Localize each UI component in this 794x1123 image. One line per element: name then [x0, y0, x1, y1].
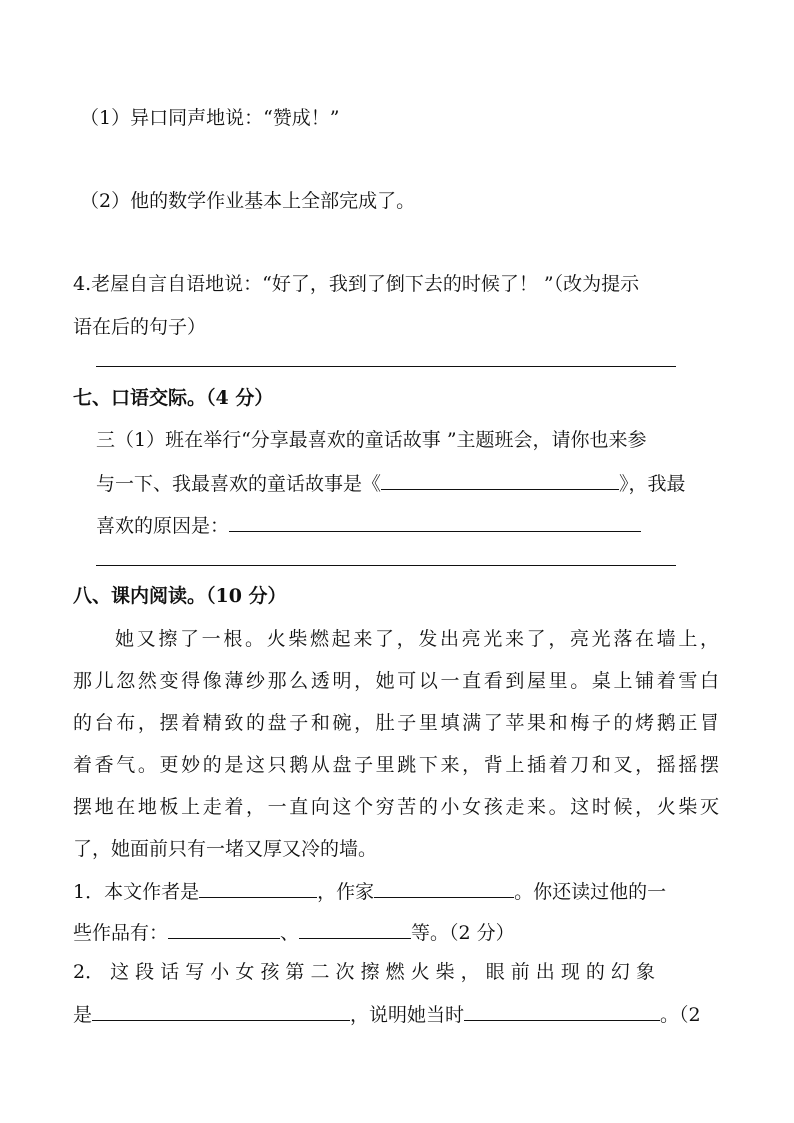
- q2-text-a: 是: [73, 1004, 93, 1026]
- q4-answer-line[interactable]: [96, 366, 676, 367]
- section7-text-2: [96, 469, 686, 497]
- section7-heading: 七、口语交际。（4 分）: [73, 387, 274, 409]
- q4-prompt-cont: 语在后的句子）: [73, 316, 207, 338]
- section7-answer-line[interactable]: [96, 565, 676, 566]
- passage-line: 的台布，摆着精致的盘子和碗，肚子里填满了苹果和梅子的烤鹅正冒: [73, 712, 719, 734]
- q1-line-1: [73, 877, 666, 905]
- passage-line: 着香气。更妙的是这只鹅从盘子里跳下来，背上插着刀和叉，摇摇摆: [73, 754, 719, 776]
- favorite-story-blank[interactable]: [381, 469, 619, 490]
- q1-text-f: 等。（2 分）: [411, 922, 515, 944]
- q4-prompt: 4.老屋自言自语地说：“好了，我到了倒下去的时候了！ ”（改为提示: [73, 273, 640, 295]
- q1-text-c: 。你还读过他的一: [514, 881, 667, 903]
- work-blank-1[interactable]: [168, 918, 280, 939]
- passage-line: 摆地在地板上走着，一直向这个穷苦的小女孩走来。这时候，火柴灭: [73, 796, 719, 818]
- feeling-blank[interactable]: [464, 1000, 660, 1021]
- q3-item-2: （2）他的数学作业基本上全部完成了。: [80, 190, 416, 212]
- section7-text-1: 三（1）班在举行“分享最喜欢的童话故事 ”主题班会，请你也来参: [96, 429, 647, 451]
- passage-line: 了，她面前只有一堵又厚又冷的墙。: [73, 838, 378, 860]
- q2-line-1: 2． 这 段 话 写 小 女 孩 第 二 次 擦 燃 火 柴 ， 眼 前 出 现 的 幻 象: [73, 961, 655, 983]
- section7-text-2b: 》，我最: [619, 473, 686, 495]
- q2-text-b: ，说明她当时: [350, 1004, 465, 1026]
- q2-text-c: 。（2: [660, 1004, 701, 1026]
- author-blank[interactable]: [199, 877, 317, 898]
- q1-text-b: ，作家: [317, 881, 375, 903]
- section7-reason-label: 喜欢的原因是：: [96, 515, 230, 537]
- nationality-blank[interactable]: [374, 877, 514, 898]
- q1-text-d: 些作品有：: [73, 922, 169, 944]
- section7-text-3: [96, 511, 641, 539]
- q2-line-2: [73, 1000, 701, 1028]
- q3-item-1: （1）异口同声地说：“赞成！”: [80, 107, 340, 129]
- section8-heading: 八、课内阅读。（10 分）: [73, 585, 287, 607]
- reason-blank[interactable]: [229, 511, 641, 532]
- illusion-blank[interactable]: [92, 1000, 350, 1021]
- q1-text-a: 1．本文作者是: [73, 881, 200, 903]
- q1-text-e: 、: [280, 922, 300, 944]
- work-blank-2[interactable]: [299, 918, 411, 939]
- section7-text-2a: 与一下、我最喜欢的童话故事是《: [96, 473, 382, 495]
- passage-line: 她又擦了一根。火柴燃起来了，发出亮光来了，亮光落在墙上，: [115, 628, 719, 650]
- q1-line-2: [73, 918, 515, 946]
- passage-line: 那儿忽然变得像薄纱那么透明，她可以一直看到屋里。桌上铺着雪白: [73, 670, 719, 692]
